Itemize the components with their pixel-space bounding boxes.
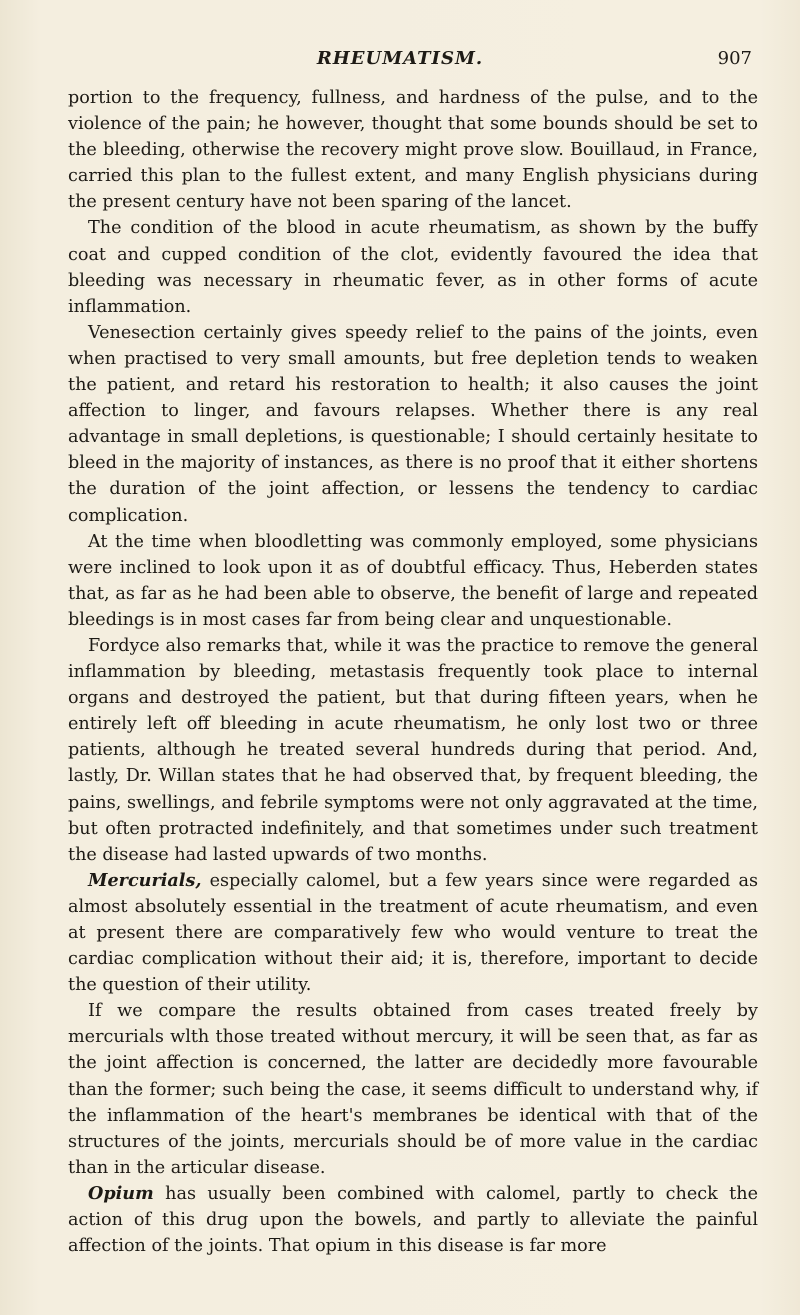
paragraph-text: The condition of the blood in acute rheumatism, as shown by the buffy coat and cupped condition of the clot, evidently favoured the idea that bleeding was necessary in rheumatic fever, as in other forms of acute inflammation. (68, 218, 758, 317)
paragraph (68, 85, 758, 215)
paragraph-lead-term: Opium (88, 1182, 154, 1204)
paragraph-text: especially calomel, but a few years since were regarded as almost absolutely essential in the treatment of acute rheumatism, and even at present there are comparatively few who would venture to treat the cardiac complication without their aid; it is, therefore, important to decide the question of their utility. (68, 870, 758, 996)
page-number: 907 (717, 48, 752, 69)
paragraph-lead-term: Mercurials, (88, 869, 202, 891)
paragraph (68, 1181, 758, 1259)
paragraph (68, 529, 758, 633)
body-text (68, 85, 758, 1259)
paragraph (68, 998, 758, 1181)
paragraph (68, 215, 758, 319)
paragraph-text: Fordyce also remarks that, while it was the practice to remove the general inflammation by bleeding, metastasis frequently took place to internal organs and destroyed the patient, but that during fifteen years, when he entirely left off bleeding in acute rheumatism, he only lost two or three patients, although he treated several hundreds during that period. And, lastly, Dr. Willan states that he had observed that, by frequent bleeding, the pains, swellings, and febrile symptoms were not only aggravated at the time, but often protracted indefinitely, and that sometimes under such treatment the disease had lasted upwards of two months. (68, 635, 758, 865)
page-header (0, 48, 800, 74)
paragraph (68, 320, 758, 529)
paragraph (68, 868, 758, 998)
running-title: RHEUMATISM. (316, 48, 484, 69)
paragraph-text: If we compare the results obtained from cases treated freely by mercurials wlth those treated without mercury, it will be seen that, as far as the joint affection is concerned, the latter are decidedly more favourable than the former; such being the case, it seems difficult to understand why, if the inflammation of the heart's membranes be identical with that of the structures of the joints, mercurials should be of more value in the cardiac than in the articular disease. (68, 1001, 758, 1178)
paragraph-text: Venesection certainly gives speedy relief to the pains of the joints, even when practised to very small amounts, but free depletion tends to weaken the patient, and retard his restoration to health; it also causes the joint affection to linger, and favours relapses. Whether there is any real advantage in small depletions, is questionable; I should certainly hesitate to bleed in the majority of instances, as there is no proof that it either shortens the duration of the joint affection, or lessens the tendency to cardiac complication. (68, 322, 758, 526)
paragraph-text: At the time when bloodletting was commonly employed, some physicians were inclined to look upon it as of doubtful efficacy. Thus, Heberden states that, as far as he had been able to observe, the benefit of large and repeated bleedings is in most cases far from being clear and unquestionable. (68, 531, 758, 630)
paragraph (68, 633, 758, 868)
paragraph-text: has usually been combined with calomel, partly to check the action of this drug upon the bowels, and partly to alleviate the painful affection of the joints. That opium in this disease is far more (68, 1183, 758, 1257)
paragraph-text: portion to the frequency, fullness, and hardness of the pulse, and to the violence of the pain; he however, thought that some bounds should be set to the bleeding, otherwise the recovery might prove slow. Bouillaud, in France, carried this plan to the fullest extent, and many English physicians during the present century have not been sparing of the lancet. (68, 88, 758, 213)
